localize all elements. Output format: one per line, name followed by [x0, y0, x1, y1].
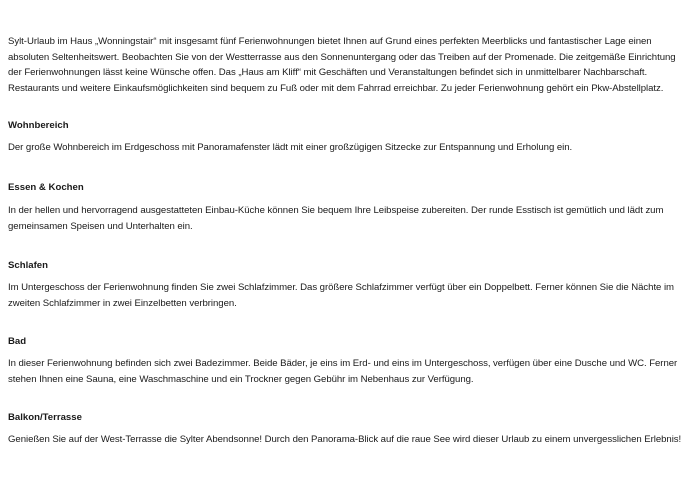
intro-line: absoluten Seltenheitswert. Beobachten Sie von der Westterrasse aus den Sonnenuntergang oder das Treiben auf der Promenade. Die zeitgemäße Einrichtung — [8, 51, 676, 63]
section-text-balkon-terrasse — [8, 432, 692, 448]
text-line: Genießen Sie auf der West-Terrasse die Sylter Abendsonne! Durch den Panorama-Blick auf die raue See wird dieser Urlaub zu einem unvergesslichen Erlebnis! — [8, 434, 682, 445]
text-line: Der große Wohnbereich im Erdgeschoss mit Panoramafenster lädt mit einer großzügigen Sitzecke zur Entspannung und Erholung ein. — [8, 142, 573, 153]
intro-paragraph — [8, 34, 692, 96]
text-line: stehen Ihnen eine Sauna, eine Waschmaschine und ein Trockner gegen Gebühr im Nebenhaus zur Verfügung. — [8, 373, 474, 385]
section-title-wohnbereich: Wohnbereich — [8, 120, 69, 131]
intro-line: der Ferienwohnungen lässt keine Wünsche offen. Das „Haus am Kliff“ mit Geschäften und Veranstaltungen befindet sich in unmittelbarer Nachbarschaft. — [8, 67, 648, 78]
text-line: gemeinsamen Speisen und Unterhalten ein. — [8, 220, 193, 232]
text-line: Im Untergeschoss der Ferienwohnung finden Sie zwei Schlafzimmer. Das größere Schlafzimmer verfügt über ein Doppelbett. Ferner können Sie die Nächte im — [8, 282, 674, 293]
section-title-schlafen: Schlafen — [8, 260, 48, 271]
text-line: In dieser Ferienwohnung befinden sich zwei Badezimmer. Beide Bäder, je eins im Erd- und eins im Untergeschoss, verfügen über eine Dusche und WC. Ferner — [8, 358, 678, 369]
section-text-schlafen — [8, 280, 692, 311]
section-text-wohnbereich — [8, 140, 692, 156]
section-title-essen-kochen: Essen & Kochen — [8, 182, 84, 193]
text-line: In der hellen und hervorragend ausgestatteten Einbau-Küche können Sie bequem Ihre Leibspeise zubereiten. Der runde Esstisch ist gemütlich und lädt zum — [8, 205, 664, 216]
section-text-essen-kochen — [8, 203, 692, 234]
intro-line: Sylt-Urlaub im Haus „Wonningstair“ mit insgesamt fünf Ferienwohnungen bietet Ihnen auf Grund eines perfekten Meerblicks und fantastischer Lage einen — [8, 36, 652, 47]
intro-line: Restaurants und weitere Einkaufsmöglichkeiten sind bequem zu Fuß oder mit dem Fahrrad erreichbar. Zu jeder Ferienwohnung gehört ein Pkw-Abstellplatz. — [8, 82, 664, 94]
section-text-bad — [8, 356, 692, 387]
section-title-balkon-terrasse: Balkon/Terrasse — [8, 412, 82, 423]
section-title-bad: Bad — [8, 336, 27, 347]
text-line: zweiten Schlafzimmer in zwei Einzelbetten verbringen. — [8, 297, 237, 309]
